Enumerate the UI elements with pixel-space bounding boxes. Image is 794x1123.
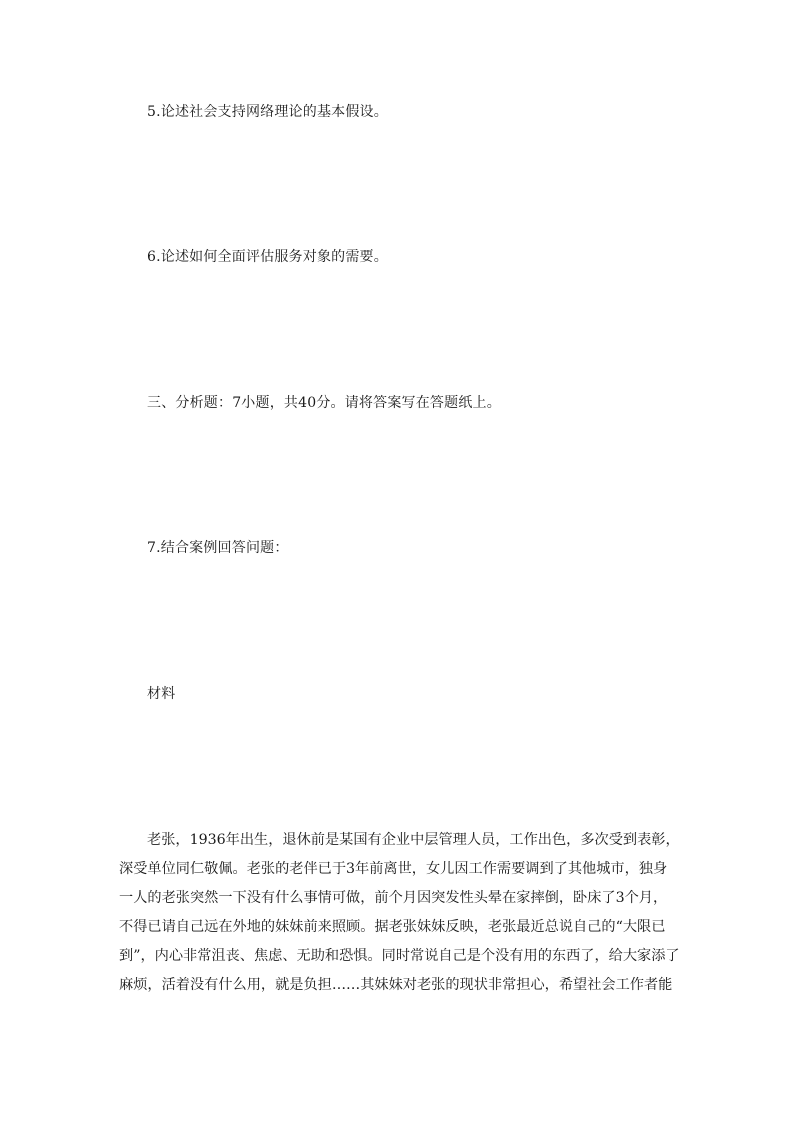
question-5: 5.论述社会支持网络理论的基本假设。 [147,104,388,120]
material-line: 老张，1936年出生，退休前是某国有企业中层管理人员，工作出色，多次受到表彰， [147,832,680,848]
question-6: 6.论述如何全面评估服务对象的需要。 [147,249,388,265]
material-line: 不得已请自己远在外地的妹妹前来照顾。据老张妹妹反映，老张最近总说自己的“大限已 [119,919,666,935]
material-line: 一人的老张突然一下没有什么事情可做，前个月因突发性头晕在家摔倒，卧床了3个月， [119,890,668,906]
material-line: 麻烦，活着没有什么用，就是负担……其妹妹对老张的现状非常担心，希望社会工作者能 [119,977,673,993]
material-paragraph [119,826,689,1000]
material-heading: 材料 [147,686,176,702]
material-line: 深受单位同仁敬佩。老张的老伴已于3年前离世，女儿因工作需要调到了其他城市，独身 [119,861,668,877]
section-3-heading: 三、分析题：7小题，共40分。请将答案写在答题纸上。 [147,395,501,411]
material-line: 到”，内心非常沮丧、焦虑、无助和恐惧。同时常说自己是个没有用的东西了，给大家添了 [119,948,680,964]
question-7: 7.结合案例回答问题： [147,540,289,556]
